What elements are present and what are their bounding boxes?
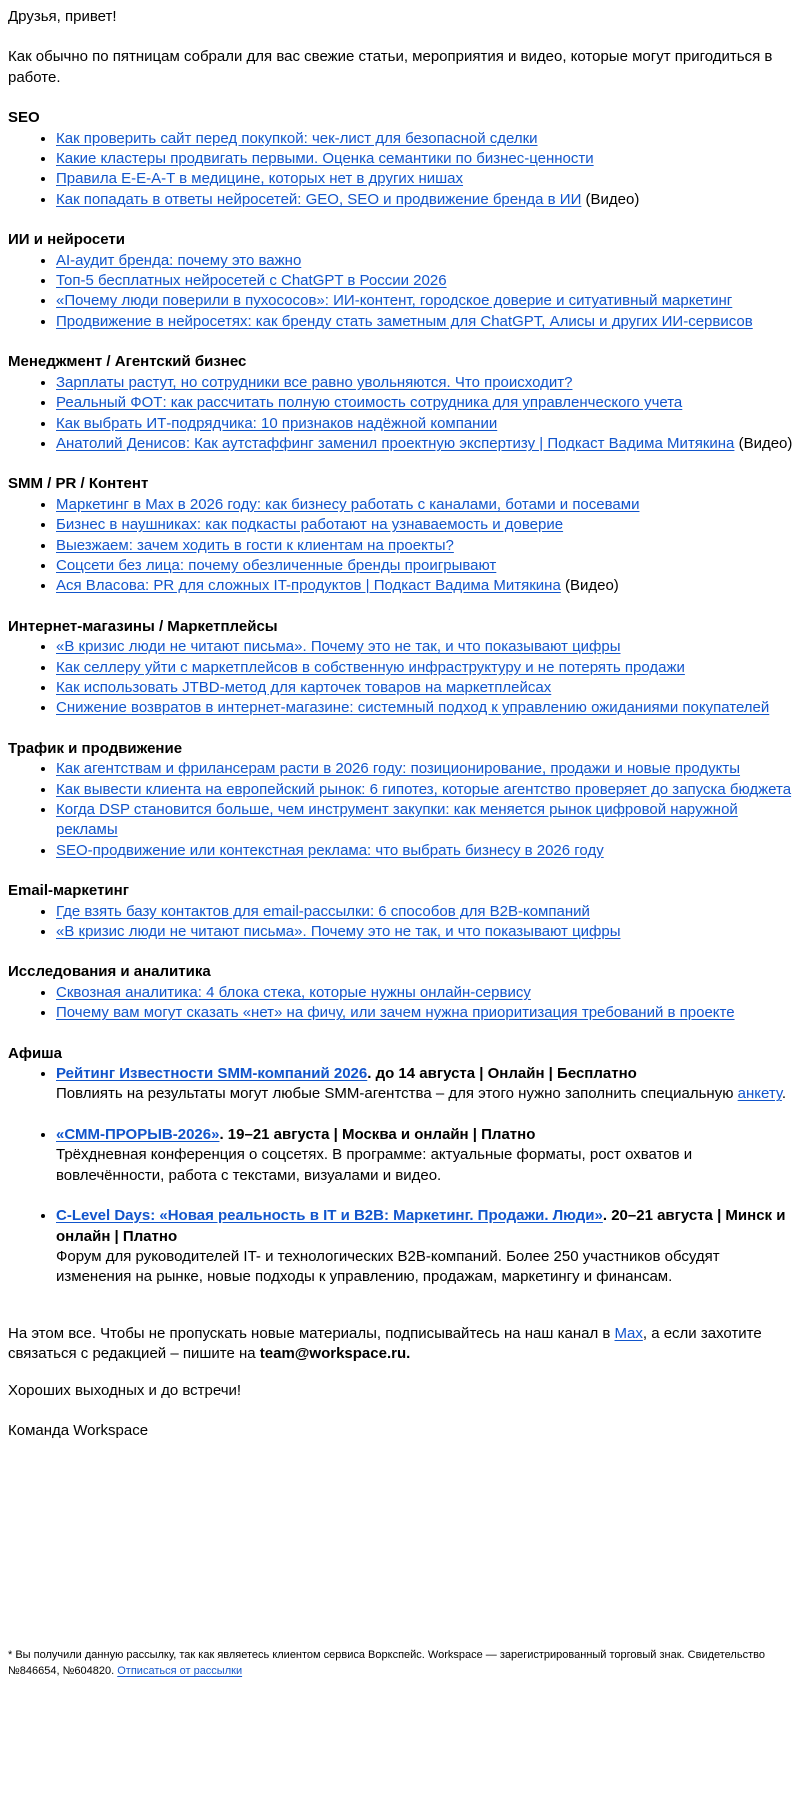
list-item <box>56 983 794 1003</box>
event-item <box>56 1125 794 1186</box>
section-title: SMM / PR / Контент <box>8 475 149 493</box>
unsubscribe-link[interactable]: Отписаться от рассылки <box>117 1665 243 1677</box>
article-link[interactable]: Как вывести клиента на европейский рынок: 6 гипотез, которые агентство проверяет до запуска бюджета <box>56 780 792 798</box>
event-item <box>56 1064 794 1105</box>
event-item <box>56 1206 794 1288</box>
article-list <box>8 759 794 861</box>
section-title: Трафик и продвижение <box>8 739 183 757</box>
list-item <box>56 393 794 413</box>
event-description <box>56 1084 794 1104</box>
article-link[interactable]: Выезжаем: зачем ходить в гости к клиентам на проекты? <box>56 536 454 554</box>
list-item <box>56 902 794 922</box>
event-header <box>56 1064 794 1084</box>
article-link[interactable]: Как попадать в ответы нейросетей: GEO, SEO и продвижение бренда в ИИ <box>56 190 582 208</box>
article-link[interactable]: Бизнес в наушниках: как подкасты работают на узнаваемость и доверие <box>56 516 564 534</box>
list-item <box>56 515 794 535</box>
channel-link[interactable]: Max <box>614 1324 643 1342</box>
article-link[interactable]: Соцсети без лица: почему обезличенные бренды проигрывают <box>56 556 497 574</box>
list-item <box>56 637 794 657</box>
article-list <box>8 637 794 719</box>
article-list <box>8 373 794 455</box>
list-item <box>56 698 794 718</box>
list-item <box>56 373 794 393</box>
event-description-end: . <box>781 1085 787 1103</box>
article-link[interactable]: Как проверить сайт перед покупкой: чек-лист для безопасной сделки <box>56 129 538 147</box>
signature: Команда Workspace <box>8 1421 149 1439</box>
event-details: . 19–21 августа | Москва и онлайн | Платно <box>219 1125 536 1143</box>
greeting: Друзья, привет! <box>8 8 117 25</box>
video-label: (Видео) <box>734 434 793 452</box>
event-details: . до 14 августа | Онлайн | Бесплатно <box>367 1065 637 1083</box>
section-title: Интернет-магазины / Маркетплейсы <box>8 617 278 635</box>
article-link[interactable]: Топ-5 бесплатных нейросетей с ChatGPT в России 2026 <box>56 272 447 290</box>
list-item <box>56 169 794 189</box>
article-link[interactable]: Маркетинг в Max в 2026 году: как бизнесу работать с каналами, ботами и посевами <box>56 495 640 513</box>
article-link[interactable]: Анатолий Денисов: Как аутстаффинг заменил проектную экспертизу | Подкаст Вадима Митякина <box>56 434 735 452</box>
list-item <box>56 759 794 779</box>
event-header <box>56 1125 794 1145</box>
article-list <box>8 251 794 333</box>
outro-subscribe <box>8 1324 794 1365</box>
section-title: Email-маркетинг <box>8 882 129 900</box>
list-item <box>56 556 794 576</box>
list-item <box>56 841 794 861</box>
editorial-email: team@workspace.ru. <box>259 1345 411 1363</box>
article-link[interactable]: Реальный ФОТ: как рассчитать полную стоимость сотрудника для управленческого учета <box>56 394 683 412</box>
article-link[interactable]: Какие кластеры продвигать первыми. Оценка семантики по бизнес-ценности <box>56 150 594 168</box>
list-item <box>56 922 794 942</box>
list-item <box>56 271 794 291</box>
article-link[interactable]: Как агентствам и фрилансерам расти в 2026 году: позиционирование, продажи и новые продукты <box>56 760 741 778</box>
article-link[interactable]: Как селлеру уйти с маркетплейсов в собственную инфраструктуру и не потерять продажи <box>56 658 685 676</box>
article-link[interactable]: Где взять базу контактов для email-рассылки: 6 способов для B2B-компаний <box>56 902 590 920</box>
list-item <box>56 536 794 556</box>
footer-disclaimer <box>8 1647 788 1679</box>
event-description-text: Форум для руководителей IT- и технологических B2B-компаний. Более 250 участников обсудят изменения на рынке, новые подходы к управлению, продажам, маркетингу и финансам. <box>56 1247 720 1286</box>
outro-contact-text: , а если захотите связаться с редакцией – пишите на <box>8 1324 762 1363</box>
list-item <box>56 149 794 169</box>
list-item <box>56 658 794 678</box>
list-item <box>56 678 794 698</box>
article-link[interactable]: AI-аудит бренда: почему это важно <box>56 251 302 269</box>
newsletter-body <box>8 7 794 1441</box>
article-link[interactable]: Зарплаты растут, но сотрудники все равно увольняются. Что происходит? <box>56 373 573 391</box>
article-link[interactable]: Когда DSP становится больше, чем инструмент закупки: как меняется рынок цифровой наружной рекламы <box>56 801 738 839</box>
list-item <box>56 190 794 210</box>
article-link[interactable]: Почему вам могут сказать «нет» на фичу, или зачем нужна приоритизация требований в проекте <box>56 1004 735 1022</box>
article-link[interactable]: Правила E-E-A-T в медицине, которых нет в других нишах <box>56 170 464 188</box>
article-link[interactable]: Ася Власова: PR для сложных IT-продуктов | Подкаст Вадима Митякина <box>56 577 561 595</box>
section-title: ИИ и нейросети <box>8 231 125 249</box>
list-item <box>56 312 794 332</box>
event-description <box>56 1247 794 1288</box>
section-title: Исследования и аналитика <box>8 963 211 981</box>
events-list <box>8 1064 794 1288</box>
list-item <box>56 495 794 515</box>
article-list <box>8 983 794 1024</box>
article-list <box>8 495 794 597</box>
intro-text: Как обычно по пятницам собрали для вас свежие статьи, мероприятия и видео, которые могут пригодиться в работе. <box>8 48 773 86</box>
list-item <box>56 1003 794 1023</box>
article-link[interactable]: «В кризис люди не читают письма». Почему это не так, и что показывают цифры <box>56 638 621 656</box>
article-link[interactable]: Как выбрать ИТ-подрядчика: 10 признаков надёжной компании <box>56 414 498 432</box>
goodbye-text: Хороших выходных и до встречи! <box>8 1381 242 1399</box>
article-link[interactable]: «Почему люди поверили в пухососов»: ИИ-контент, городское доверие и ситуативный маркетинг <box>56 292 733 310</box>
event-link[interactable]: C-Level Days: «Новая реальность в IT и B2B: Маркетинг. Продажи. Люди» <box>56 1207 603 1225</box>
section-title: Менеджмент / Агентский бизнес <box>8 353 247 371</box>
list-item <box>56 251 794 271</box>
event-description-text: Повлиять на результаты могут любые SMM-агентства – для этого нужно заполнить специальную <box>56 1085 738 1103</box>
article-sections <box>8 108 794 1023</box>
list-item <box>56 576 794 596</box>
list-item <box>56 780 794 800</box>
video-label: (Видео) <box>581 190 640 208</box>
article-link[interactable]: Как использовать JTBD-метод для карточек товаров на маркетплейсах <box>56 678 552 696</box>
article-link[interactable]: Снижение возвратов в интернет-магазине: системный подход к управлению ожиданиями покупателей <box>56 699 770 717</box>
event-link[interactable]: «СММ-ПРОРЫВ-2026» <box>56 1125 220 1143</box>
video-label: (Видео) <box>560 577 619 595</box>
event-details: . 20–21 августа | Минск и онлайн | Платно <box>56 1207 786 1245</box>
article-link[interactable]: Продвижение в нейросетях: как бренду стать заметным для ChatGPT, Алисы и других ИИ-сервисов <box>56 312 753 330</box>
article-link[interactable]: «В кризис люди не читают письма». Почему это не так, и что показывают цифры <box>56 923 621 941</box>
event-description <box>56 1145 794 1186</box>
list-item <box>56 434 794 454</box>
section-title: SEO <box>8 109 40 127</box>
list-item <box>56 800 794 841</box>
list-item <box>56 291 794 311</box>
article-link[interactable]: SEO-продвижение или контекстная реклама: что выбрать бизнесу в 2026 году <box>56 841 604 859</box>
event-description-text: Трёхдневная конференция о соцсетях. В программе: актуальные форматы, рост охватов и вовлечённости, работа с текстами, визуалами и видео. <box>56 1146 693 1184</box>
article-link[interactable]: Сквозная аналитика: 4 блока стека, которые нужны онлайн-сервису <box>56 983 531 1001</box>
event-link[interactable]: Рейтинг Известности SMM-компаний 2026 <box>56 1065 368 1083</box>
article-list <box>8 902 794 943</box>
survey-link[interactable]: анкету <box>737 1085 782 1103</box>
article-list <box>8 129 794 211</box>
outro-subscribe-text: На этом все. Чтобы не пропускать новые материалы, подписывайтесь на наш канал в <box>8 1324 615 1342</box>
event-header <box>56 1206 794 1247</box>
list-item <box>56 129 794 149</box>
footer-text: * Вы получили данную рассылку, так как являетесь клиентом сервиса Воркспейс. Workspace — зарегистрированный торговый знак. Свидетельство №846654, №604820. <box>8 1649 765 1677</box>
events-title: Афиша <box>8 1044 63 1062</box>
list-item <box>56 414 794 434</box>
